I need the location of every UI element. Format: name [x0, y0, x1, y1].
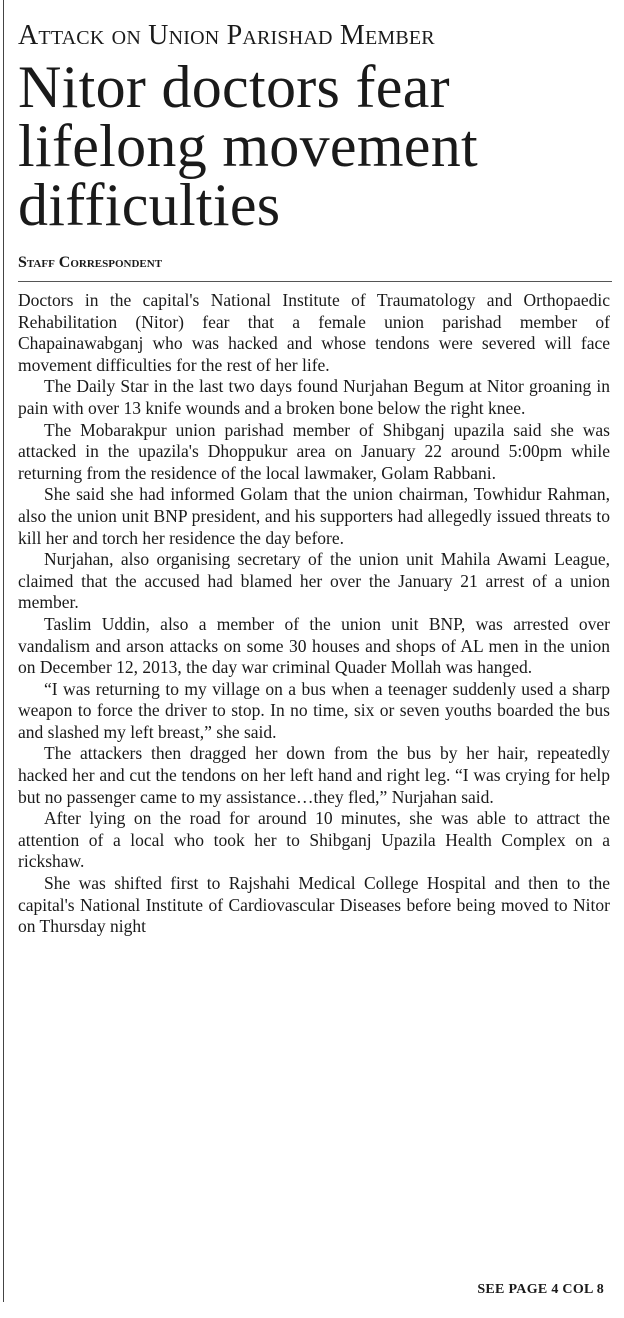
paragraph: After lying on the road for around 10 minutes, she was able to attract the attention of a local who took her to Shibganj Upazila Health Complex on a rickshaw. [18, 808, 610, 872]
paragraph: The Daily Star in the last two days found Nurjahan Begum at Nitor groaning in pain with over 13 knife wounds and a broken bone below the right knee. [18, 376, 610, 418]
column-rule [3, 0, 4, 1302]
paragraph: The attackers then dragged her down from the bus by her hair, repeatedly hacked her and cut the tendons on her left hand and right leg. “I was crying for help but no passenger came to my assistance…they fled,” Nurjahan said. [18, 743, 610, 807]
paragraph: “I was returning to my village on a bus when a teenager suddenly used a sharp weapon to force the driver to stop. In no time, six or seven youths boarded the bus and slashed my left breast,” she said. [18, 678, 610, 742]
paragraph: Taslim Uddin, also a member of the union unit BNP, was arrested over vandalism and arson attacks on some 30 houses and shops of AL men in the union on December 12, 2013, the day war criminal Quader Mollah was hanged. [18, 613, 610, 678]
paragraph: The Mobarakpur union parishad member of Shibganj upazila said she was attacked in the upazila's Dhoppukur area on January 22 around 5:00pm while returning from the residence of the local lawmaker, Golam Rabbani. [18, 419, 610, 483]
article-body [18, 290, 610, 938]
byline: Staff Correspondent [18, 254, 163, 271]
kicker: Attack on Union Parishad Member [18, 20, 435, 51]
paragraph: She was shifted first to Rajshahi Medical College Hospital and then to the capital's National Institute of Cardiovascular Diseases before being moved to Nitor on Thursday night [18, 873, 610, 937]
byline-divider [18, 281, 612, 282]
paragraph: Doctors in the capital's National Institute of Traumatology and Orthopaedic Rehabilitation (Nitor) fear that a female union parishad member of Chapainawabganj who was hacked and whose tendons were severed will face movement difficulties for the rest of her life. [18, 290, 610, 375]
paragraph: Nurjahan, also organising secretary of the union unit Mahila Awami League, claimed that the accused had blamed her over the January 21 arrest of a union member. [18, 549, 610, 613]
paragraph: She said she had informed Golam that the union chairman, Towhidur Rahman, also the union unit BNP president, and his supporters had allegedly issued threats to kill her and torch her residence the day before. [18, 484, 610, 548]
headline: Nitor doctors fear lifelong movement difficulties [18, 54, 478, 238]
continuation-jump-line: SEE PAGE 4 COL 8 [477, 1282, 604, 1297]
article [18, 20, 610, 938]
